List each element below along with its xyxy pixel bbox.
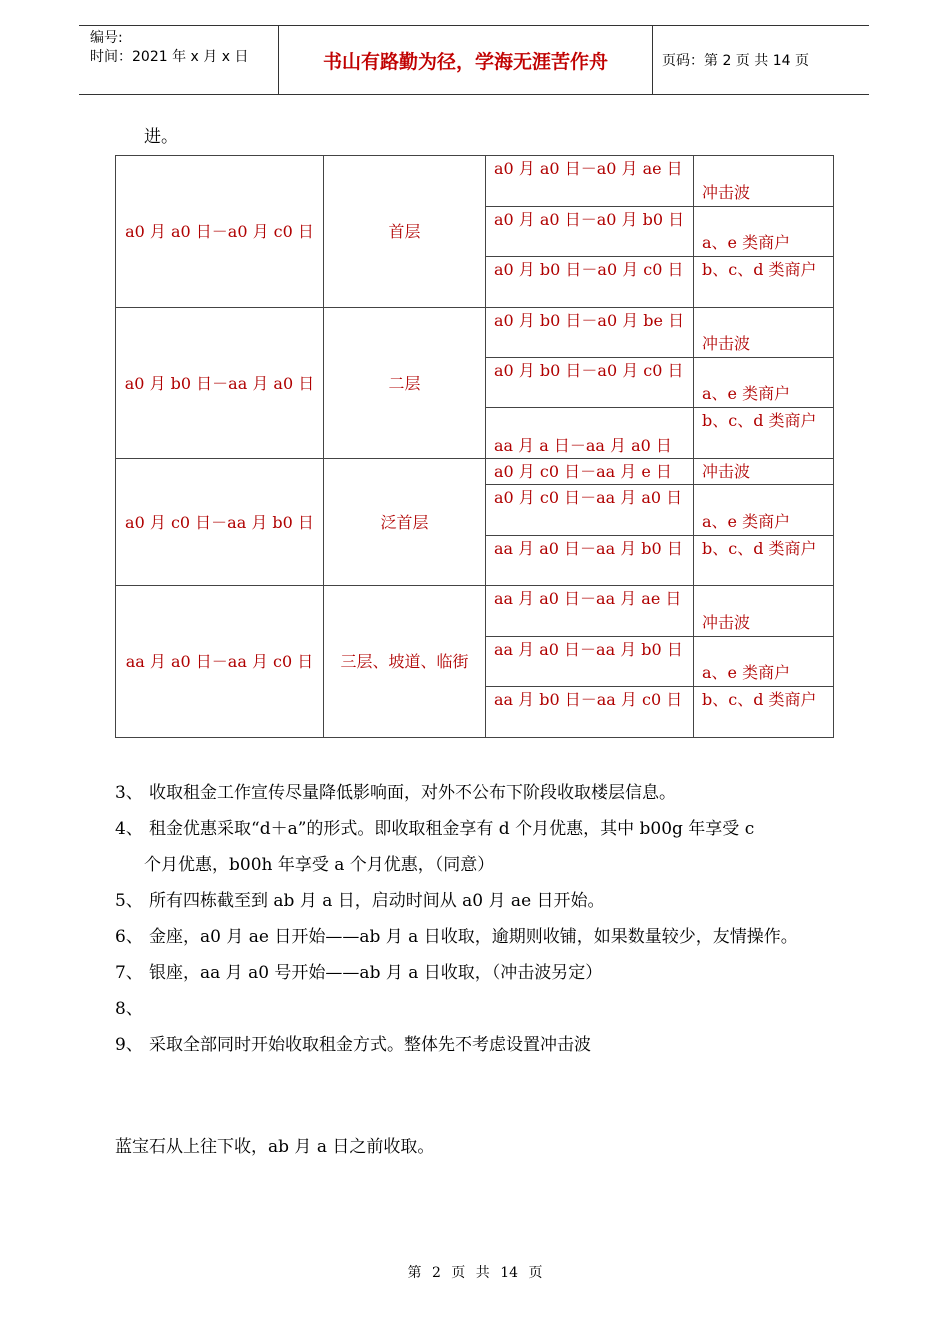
range-cell: a0 月 a0 日－a0 月 ae 日 <box>486 156 694 207</box>
range-cell: a0 月 b0 日－a0 月 c0 日 <box>486 257 694 308</box>
floor-cell: 二层 <box>324 308 486 459</box>
floor-cell: 首层 <box>324 156 486 308</box>
list-item-number: 3、 <box>115 783 143 803</box>
list-item-text: 租金优惠采取“d＋a”的形式。即收取租金享有 d 个月优惠，其中 b00g 年享受 c <box>149 819 755 839</box>
target-cell: 冲击波 <box>694 459 834 485</box>
page-footer: 第 2 页 共 14 页 <box>407 1265 543 1281</box>
range-cell: aa 月 a0 日－aa 月 ae 日 <box>486 586 694 637</box>
list-item <box>115 919 855 955</box>
range-cell: a0 月 b0 日－a0 月 c0 日 <box>486 358 694 408</box>
list-item <box>115 811 855 847</box>
list-item-text: 银座，aa 月 a0 号开始——ab 月 a 日收取，（冲击波另定） <box>149 963 603 983</box>
list-item-text: 所有四栋截至到 ab 月 a 日，启动时间从 a0 月 ae 日开始。 <box>149 891 605 911</box>
list-item-number: 7、 <box>115 963 143 983</box>
range-cell: a0 月 c0 日－aa 月 e 日 <box>486 459 694 485</box>
header-time-label: 时间：2021 年 x 月 x 日 <box>90 49 249 65</box>
target-cell: a、e 类商户 <box>694 358 834 408</box>
list-item-number: 9、 <box>115 1035 143 1055</box>
list-item-text: 收取租金工作宣传尽量降低影响面，对外不公布下阶段收取楼层信息。 <box>149 783 676 803</box>
target-cell: b、c、d 类商户 <box>694 687 834 738</box>
range-cell: a0 月 a0 日－a0 月 b0 日 <box>486 207 694 257</box>
range-cell: aa 月 b0 日－aa 月 c0 日 <box>486 687 694 738</box>
period-cell: a0 月 c0 日－aa 月 b0 日 <box>116 459 324 586</box>
numbered-list <box>115 775 855 1063</box>
schedule-table <box>115 155 834 738</box>
target-cell: 冲击波 <box>694 586 834 637</box>
table-row <box>116 156 834 207</box>
table-row <box>116 459 834 485</box>
list-item-text <box>149 991 855 1027</box>
target-cell: b、c、d 类商户 <box>694 536 834 586</box>
list-item-number: 4、 <box>115 819 143 839</box>
range-cell: aa 月 a 日－aa 月 a0 日 <box>486 408 694 459</box>
list-item <box>115 1027 855 1063</box>
floor-cell: 三层、坡道、临街 <box>324 586 486 738</box>
header-number-label: 编号: <box>90 30 123 46</box>
target-cell: a、e 类商户 <box>694 637 834 687</box>
range-cell: aa 月 a0 日－aa 月 b0 日 <box>486 536 694 586</box>
list-item <box>115 955 855 991</box>
list-item-text: 采取全部同时开始收取租金方式。整体先不考虑设置冲击波 <box>149 1035 591 1055</box>
list-item-number: 5、 <box>115 891 143 911</box>
closing-text: 蓝宝石从上往下收，ab 月 a 日之前收取。 <box>115 1137 435 1157</box>
floor-cell: 泛首层 <box>324 459 486 586</box>
header-meta <box>79 26 279 94</box>
list-item-text: 金座，a0 月 ae 日开始——ab 月 a 日收取，逾期则收铺，如果数量较少，友情操作。 <box>149 927 798 947</box>
list-item-text: 个月优惠，b00h 年享受 a 个月优惠，（同意） <box>144 855 495 875</box>
period-cell: aa 月 a0 日－aa 月 c0 日 <box>116 586 324 738</box>
list-item <box>115 883 855 919</box>
table-row <box>116 308 834 358</box>
list-item-number: 8、 <box>115 999 143 1019</box>
table-row <box>116 586 834 637</box>
target-cell: 冲击波 <box>694 156 834 207</box>
list-item <box>115 991 855 1027</box>
target-cell: 冲击波 <box>694 308 834 358</box>
list-item-continuation <box>115 847 855 883</box>
period-cell: a0 月 b0 日－aa 月 a0 日 <box>116 308 324 459</box>
target-cell: b、c、d 类商户 <box>694 408 834 459</box>
period-cell: a0 月 a0 日－a0 月 c0 日 <box>116 156 324 308</box>
page-header <box>79 25 869 95</box>
header-page-info: 页码：第 2 页 共 14 页 <box>662 53 809 69</box>
range-cell: aa 月 a0 日－aa 月 b0 日 <box>486 637 694 687</box>
range-cell: a0 月 c0 日－aa 月 a0 日 <box>486 485 694 536</box>
target-cell: b、c、d 类商户 <box>694 257 834 308</box>
lead-text: 进。 <box>144 127 178 147</box>
list-item-number: 6、 <box>115 927 143 947</box>
target-cell: a、e 类商户 <box>694 207 834 257</box>
header-motto: 书山有路勤为径，学海无涯苦作舟 <box>279 26 653 94</box>
range-cell: a0 月 b0 日－a0 月 be 日 <box>486 308 694 358</box>
target-cell: a、e 类商户 <box>694 485 834 536</box>
list-item <box>115 775 855 811</box>
